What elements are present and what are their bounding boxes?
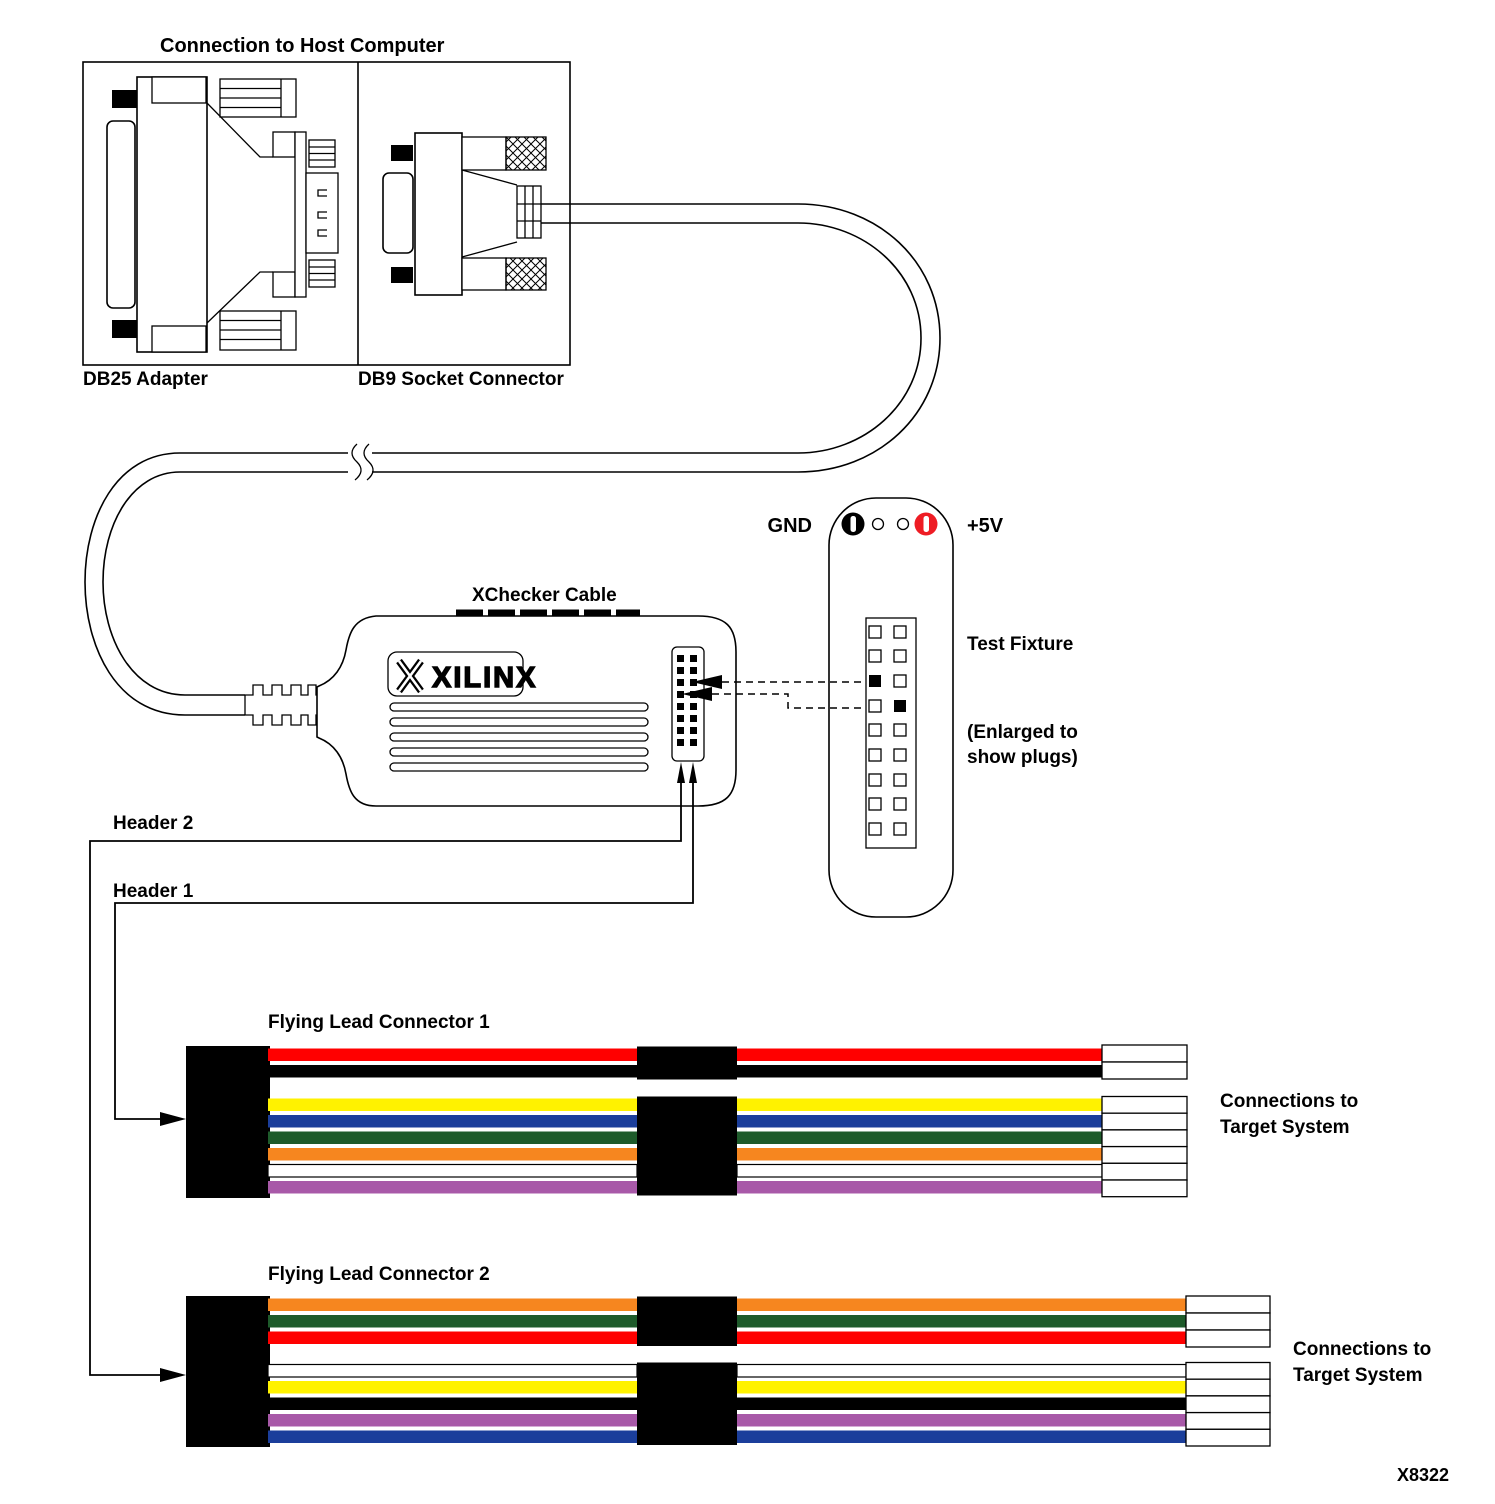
flying1-wire-rst-label: RST [673,1180,701,1195]
flying2-wire-rd-right [737,1315,1186,1328]
plus5v-label: +5V [967,515,1004,537]
flying1-wire-dp-label: D/P [675,1114,699,1129]
flying1-wire-din-left [268,1132,637,1145]
flying2-wire-clk1-left [268,1414,637,1427]
flying2-wire-trig-left [268,1332,637,1345]
flying1-wire-cclk-right [737,1099,1102,1112]
flying2-wire-clk1-label: CLK1 [669,1413,705,1428]
fixture-note-line2: show plugs) [967,747,1078,768]
db25-pin-block-bottom [309,260,335,287]
flying1-wire-prog-right [737,1148,1102,1161]
flying1-title: Flying Lead Connector 1 [268,1012,490,1033]
flying1-wire-dp-right [737,1115,1102,1128]
flying2-title: Flying Lead Connector 2 [268,1264,490,1285]
flying2-wire-clk1-right [737,1414,1186,1427]
flying1-wire-gnd-left [268,1065,637,1078]
test-fixture [768,498,1078,917]
fixture-socket-right [898,519,909,530]
xchecker-cable [245,585,736,806]
gnd-label: GND [767,515,812,537]
flying2-block [186,1296,270,1447]
flying1-wire-dp-left [268,1115,637,1128]
db9-hatch-bottom [506,258,546,290]
flying1-wire-gnd-right [737,1065,1102,1078]
xilinx-brand-text: XILINX [432,662,538,694]
db9-hatch-top [506,137,546,170]
db9-label: DB9 Socket Connector [358,369,564,390]
flying2-wire-clk0-label: CLK0 [669,1429,705,1445]
fixture-pin-filled-right [894,700,906,712]
db25-adapter-drawing [107,77,338,352]
plus5v-banana-plug [915,513,938,536]
flying1-wire-vcc-label: VCC [672,1047,702,1063]
flying2-wire-tdi-label: TDI [676,1363,698,1379]
flying1-wire-vcc-right [737,1049,1102,1062]
flying1-wire-din-right [737,1132,1102,1145]
fixture-pin-filled-left [869,675,881,687]
flying1-wire-init-right [737,1165,1102,1178]
xilinx-logo [388,652,537,696]
header-routing [90,783,693,1382]
header2-line [90,783,681,1375]
flying-lead-connector-1 [186,1012,1358,1198]
flying2-wire-rd-left [268,1315,637,1328]
fixture-note-line1: (Enlarged to [967,722,1078,743]
flying2-wire-rt-right [737,1299,1186,1312]
header1-arrow [160,1112,186,1126]
figure-id: X8322 [1397,1465,1450,1485]
header2-arrow [160,1368,186,1382]
db9-socket-drawing [383,133,546,295]
flying2-wire-clk0-right [737,1431,1186,1444]
flying1-wire-rst-right [737,1181,1102,1194]
header1-label: Header 1 [113,881,194,902]
fixture-pin-grid [866,618,916,848]
flying2-wire-tms-right [737,1398,1186,1411]
flying1-wire-rst-left [268,1181,637,1194]
flying2-wire-rt-label: RT [678,1297,696,1313]
db25-pin-block-top [309,140,335,167]
flying1-note-line1: Connections to [1220,1091,1359,1112]
db9-cable-plug [517,186,541,238]
flying2-wire-tms-label: TMS [672,1396,702,1412]
flying2-wire-trig-label: TRIG [670,1330,704,1346]
flying1-target-blocks [1102,1045,1187,1197]
flying1-wire-prog-left [268,1148,637,1161]
host-section-title: Connection to Host Computer [160,35,445,57]
flying1-note-line2: Target System [1220,1117,1350,1138]
flying2-wire-clk0-left [268,1431,637,1444]
xchecker-title: XChecker Cable [472,585,617,606]
flying2-wire-rd-label: RD [677,1314,697,1329]
flying2-wire-rt-left [268,1299,637,1312]
flying2-wire-tck-right [737,1381,1186,1394]
flying2-wire-tdi-right [737,1365,1186,1378]
cable-break-symbol [352,444,373,480]
flying1-wire-init-label: INIT [674,1163,700,1179]
test-fixture-label: Test Fixture [967,634,1074,655]
flying1-wire-vcc-left [268,1049,637,1062]
flying1-wire-cclk-left [268,1099,637,1112]
flying2-wire-tck-left [268,1381,637,1394]
flying1-wire-init-left [268,1165,637,1178]
flying1-wire-gnd-label: GND [672,1064,702,1079]
cable-strain-relief [245,685,317,725]
flying-lead-connector-2 [186,1264,1431,1447]
flying2-wire-tck-label: TCK [673,1380,701,1395]
flying2-note-line1: Connections to [1293,1339,1432,1360]
flying1-wire-cclk-label: CCLK [668,1097,706,1113]
host-connection-section [83,35,570,390]
flying1-wire-din-label: DIN [675,1130,699,1146]
flying2-wire-tms-left [268,1398,637,1411]
gnd-banana-plug [842,513,865,536]
db25-screw-post-bottom [220,311,296,350]
header2-label: Header 2 [113,813,194,834]
flying2-wire-trig-right [737,1332,1186,1345]
flying1-wire-prog-label: PROG [667,1147,707,1162]
flying2-note-line2: Target System [1293,1365,1423,1386]
db25-label: DB25 Adapter [83,369,208,390]
flying2-wire-tdi-left [268,1365,637,1378]
db25-screw-post-top [220,79,296,117]
flying2-target-blocks [1186,1296,1270,1446]
fixture-socket-left [873,519,884,530]
flying1-block [186,1046,270,1198]
